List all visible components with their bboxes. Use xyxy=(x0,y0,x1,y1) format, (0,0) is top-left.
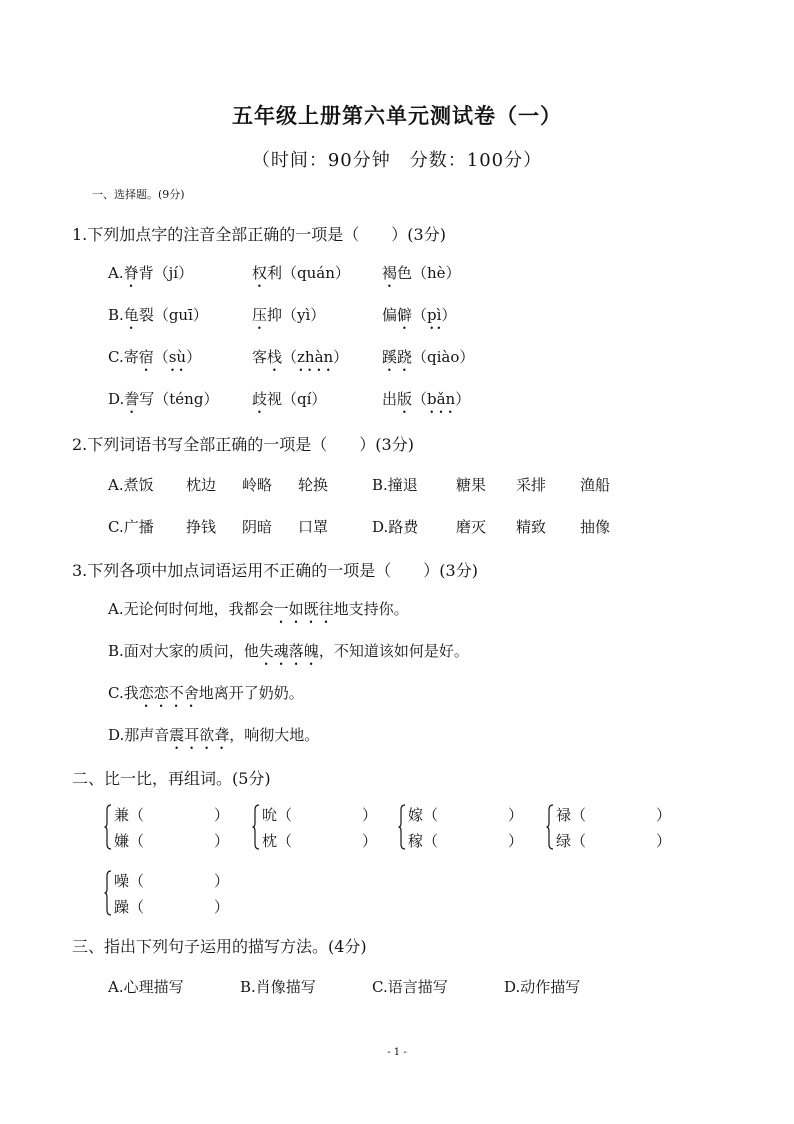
q1-option-a-2: 权利（quán） xyxy=(252,264,350,282)
page-subtitle: （时间：90分钟 分数：100分） xyxy=(251,150,543,171)
q2-word: A.煮饭 xyxy=(108,476,154,494)
section3-option-b: B.肖像描写 xyxy=(240,978,316,996)
q3-option-a: A.无论何时何地，我都会一如既往地支持你。 xyxy=(108,600,409,618)
q2-word: 磨灭 xyxy=(456,518,487,536)
compare-group-2: 吮（ ） 枕（ ） xyxy=(252,804,412,852)
section3-option-c: C.语言描写 xyxy=(372,978,448,996)
q1-option-a-3: 褐色（hè） xyxy=(382,264,461,282)
q2-word: C.广播 xyxy=(108,518,154,536)
compare-group-4: 禄（ ） 绿（ ） xyxy=(546,804,706,852)
q1-option-b-3: 偏僻（pì） xyxy=(382,306,457,324)
brace-icon xyxy=(104,804,112,850)
q2-word: D.路费 xyxy=(372,518,419,536)
q2-stem: 2.下列词语书写全部正确的一项是（ ）(3分) xyxy=(72,435,414,454)
compare-group-5: 噪（ ） 躁（ ） xyxy=(104,870,264,918)
q1-option-d: D.誊写（téng） xyxy=(108,390,219,408)
q2-word: 阴暗 xyxy=(242,518,273,536)
q2-word: B.撞退 xyxy=(372,476,418,494)
page-number: - 1 - xyxy=(387,1047,407,1058)
brace-icon xyxy=(398,804,406,850)
q2-word: 抽像 xyxy=(580,518,611,536)
q3-option-b: B.面对大家的质问，他失魂落魄，不知道该如何是好。 xyxy=(108,642,469,660)
q2-word: 挣钱 xyxy=(186,518,217,536)
brace-icon xyxy=(104,870,112,916)
section2-heading: 二、比一比，再组词。(5分) xyxy=(72,769,271,788)
page-title: 五年级上册第六单元测试卷（一） xyxy=(232,103,562,128)
q1-option-d-2: 歧视（qí） xyxy=(252,390,327,408)
q3-option-d: D.那声音震耳欲聋，响彻大地。 xyxy=(108,726,320,744)
q1-stem: 1.下列加点字的注音全部正确的一项是（ ）(3分) xyxy=(72,225,446,244)
section3-option-d: D.动作描写 xyxy=(504,978,581,996)
q1-option-c-3: 蹊跷（qiào） xyxy=(382,348,475,366)
q2-word: 糖果 xyxy=(456,476,487,494)
q2-word: 采排 xyxy=(516,476,547,494)
q2-word: 口罩 xyxy=(298,518,329,536)
q2-word: 岭略 xyxy=(242,476,273,494)
section3-heading: 三、指出下列句子运用的描写方法。(4分) xyxy=(72,937,367,956)
q2-word: 精致 xyxy=(516,518,547,536)
q3-option-c: C.我恋恋不舍地离开了奶奶。 xyxy=(108,684,304,702)
q1-option-c: C.寄宿（sù） xyxy=(108,348,202,366)
q1-option-c-2: 客栈（zhàn） xyxy=(252,348,349,366)
q1-option-b: B.龟裂（guī） xyxy=(108,306,208,324)
q2-word: 渔船 xyxy=(580,476,611,494)
q2-word: 轮换 xyxy=(298,476,329,494)
brace-icon xyxy=(546,804,554,850)
q1-option-d-3: 出版（bǎn） xyxy=(382,390,471,408)
q1-option-a: A.脊背（jí） xyxy=(108,264,194,282)
brace-icon xyxy=(252,804,260,850)
compare-group-1: 兼（ ） 嫌（ ） xyxy=(104,804,264,852)
q3-stem: 3.下列各项中加点词语运用不正确的一项是（ ）(3分) xyxy=(72,561,478,580)
q1-option-b-2: 压抑（yì） xyxy=(252,306,326,324)
section1-heading: 一、选择题。(9分) xyxy=(92,188,185,201)
q2-word: 枕边 xyxy=(186,476,217,494)
section3-option-a: A.心理描写 xyxy=(108,978,184,996)
compare-group-3: 嫁（ ） 稼（ ） xyxy=(398,804,558,852)
